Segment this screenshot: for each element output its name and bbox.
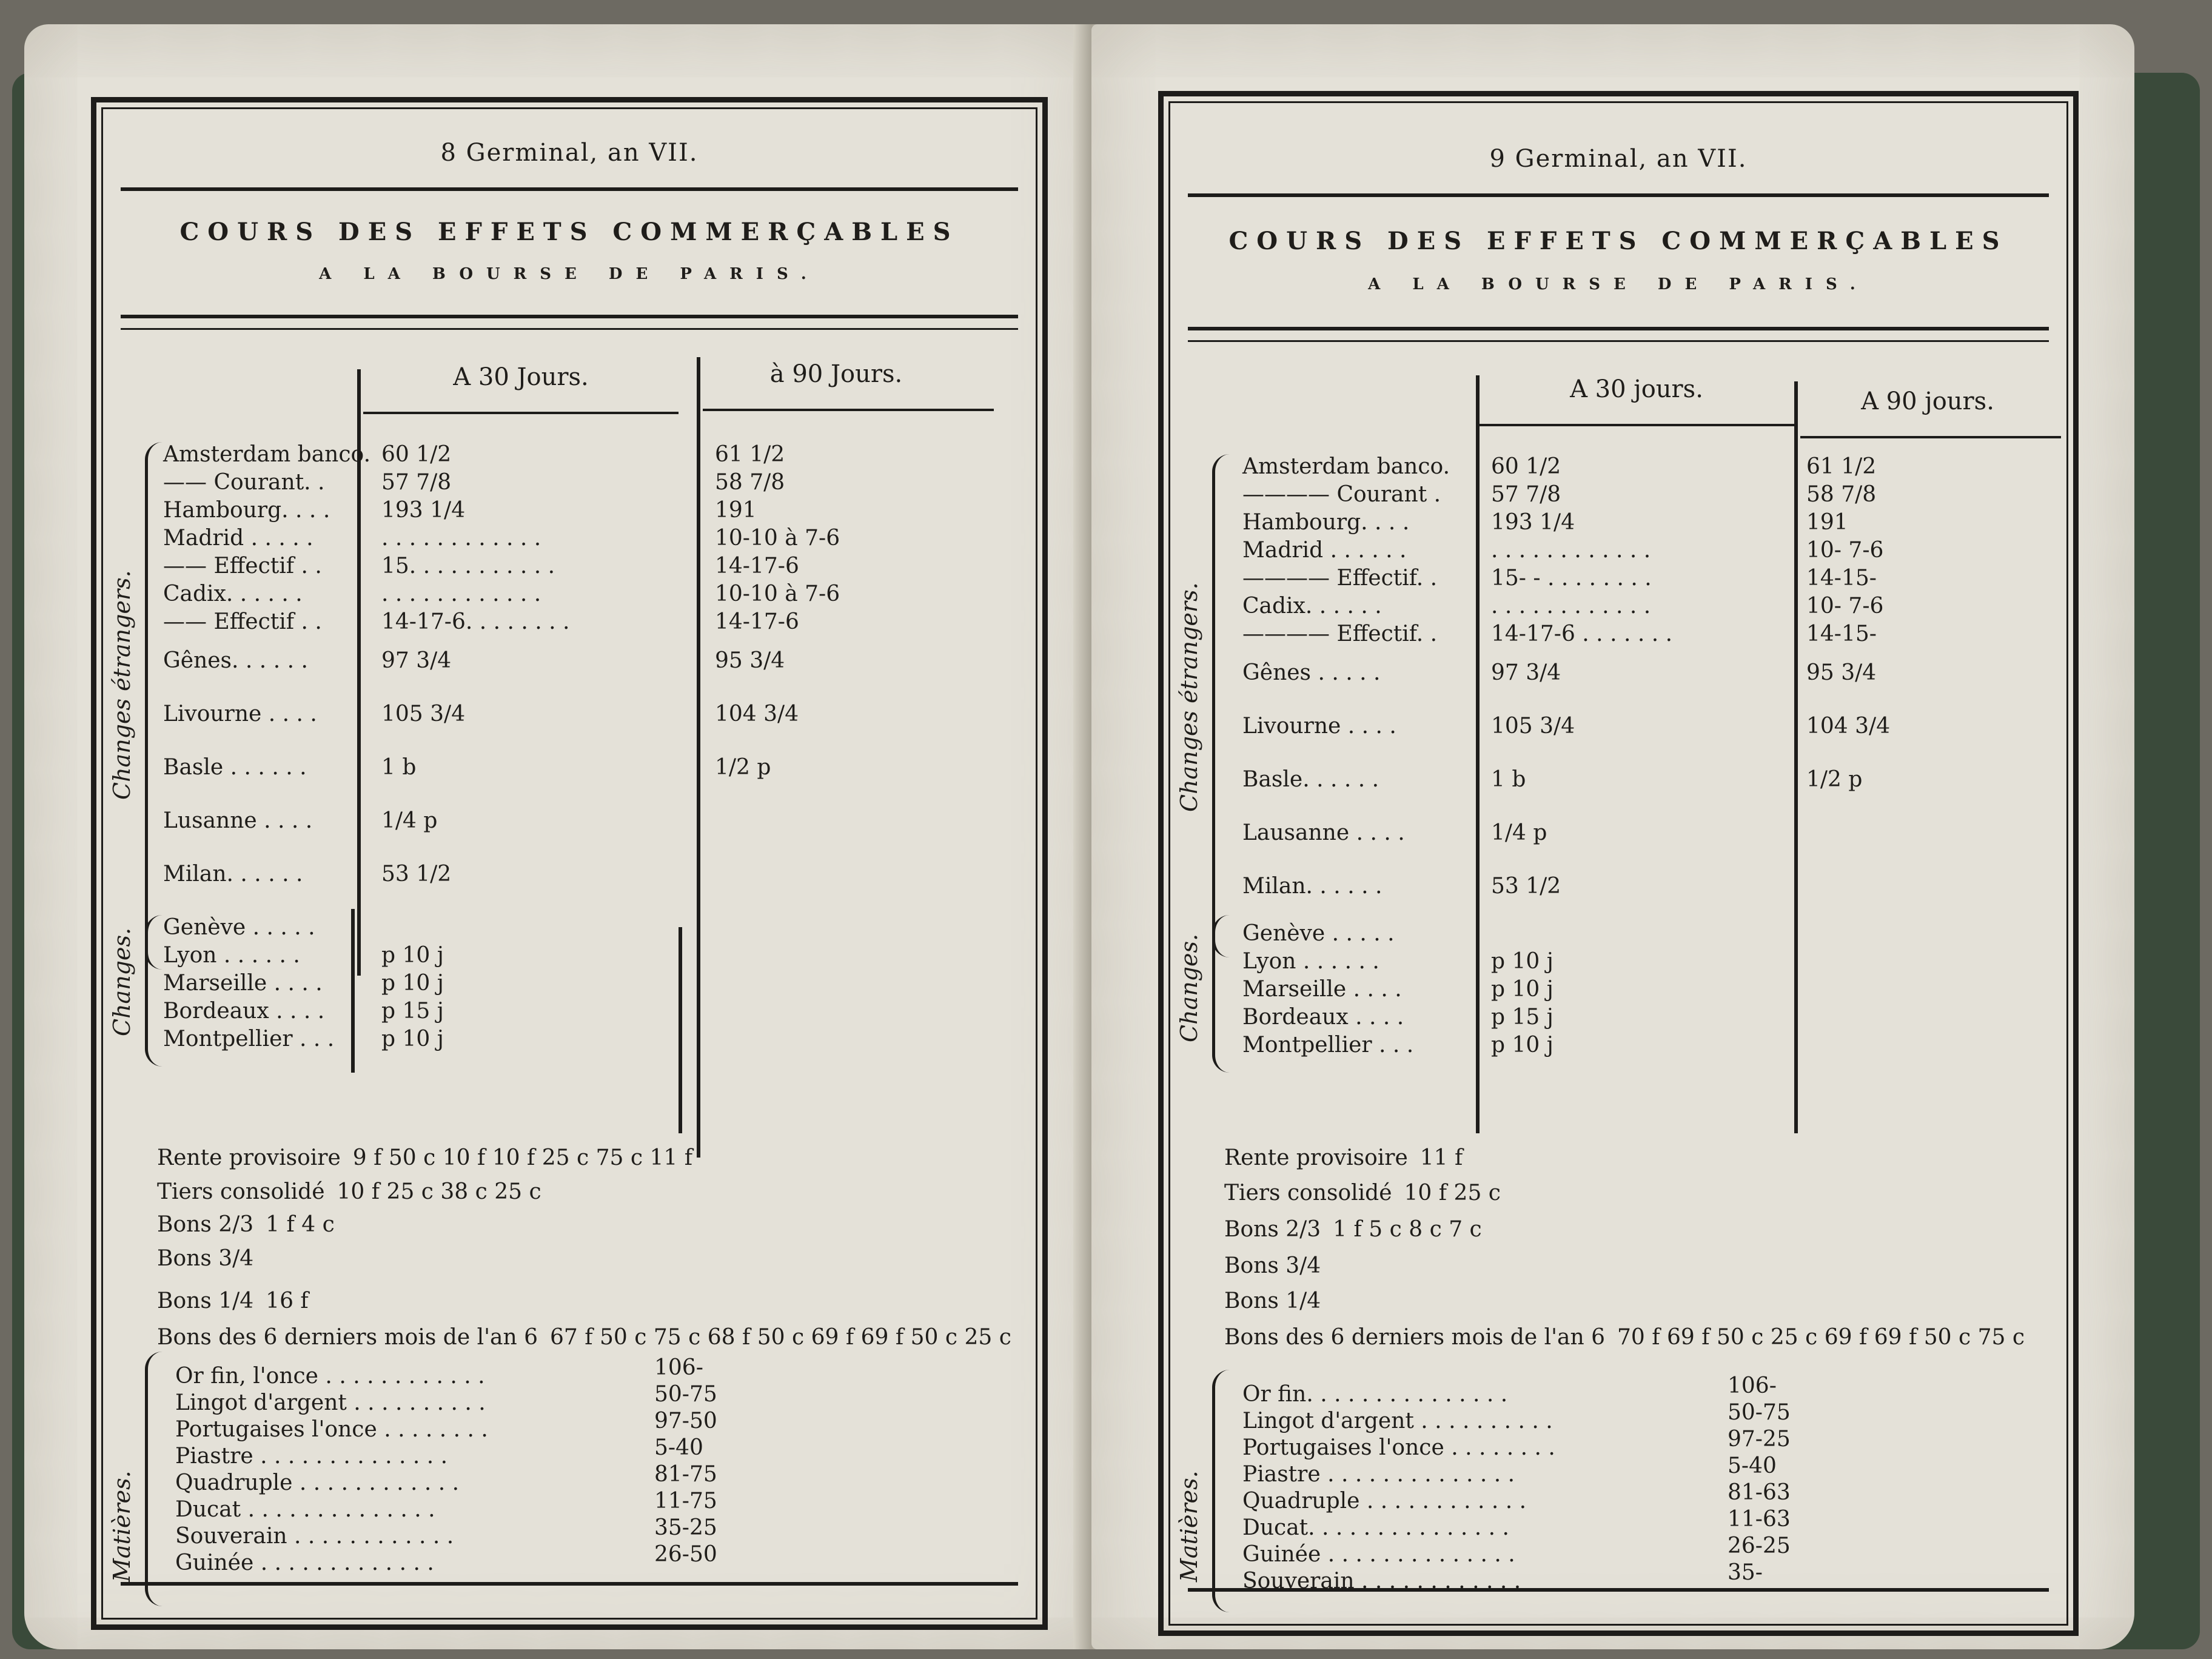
right-col2-rule xyxy=(1800,436,2061,438)
fund-row xyxy=(1224,1253,1333,1278)
fund-value: 1 f 4 c xyxy=(266,1212,335,1237)
matiere-label: Portugaises l'once . . . . . . . . xyxy=(1242,1435,1555,1460)
matiere-label: Guinée . . . . . . . . . . . . . . xyxy=(1242,1542,1515,1567)
matiere-value: 97-50 xyxy=(654,1409,717,1433)
left-header-rule xyxy=(121,187,1018,191)
value-30-days: 60 1/2 xyxy=(1491,454,1561,479)
row-label: Livourne . . . . xyxy=(1242,714,1396,739)
fund-row xyxy=(157,1289,309,1313)
fund-row xyxy=(1224,1325,2025,1350)
value-90-days: 1/2 p xyxy=(1806,767,1863,792)
table-row xyxy=(1164,482,2013,509)
matiere-value: 11-75 xyxy=(654,1489,717,1513)
matiere-label: Lingot d'argent . . . . . . . . . . xyxy=(1242,1409,1553,1433)
value-30-days: p 15 j xyxy=(1491,1005,1553,1030)
table-row xyxy=(96,442,945,469)
value-30-days: p 10 j xyxy=(381,943,444,968)
matiere-value: 50-75 xyxy=(654,1382,717,1407)
row-label: Livourne . . . . xyxy=(163,702,317,726)
right-title-line1: COURS DES EFFETS COMMERÇABLES xyxy=(1228,227,2008,255)
matiere-value: 5-40 xyxy=(1728,1453,1777,1478)
value-90-days: 61 1/2 xyxy=(1806,454,1877,479)
value-30-days: . . . . . . . . . . . . xyxy=(381,581,541,606)
row-label: Hambourg. . . . xyxy=(163,498,330,523)
fund-label: Rente provisoire xyxy=(157,1145,341,1170)
value-90-days: 61 1/2 xyxy=(715,442,785,467)
table-row xyxy=(96,943,703,970)
table-row xyxy=(96,554,945,580)
row-label: ———— Courant . xyxy=(1242,482,1441,507)
right-etrangers-label: Changes étrangers. xyxy=(1176,582,1202,812)
table-row xyxy=(96,755,945,782)
value-30-days: 15. . . . . . . . . . . xyxy=(381,554,555,578)
left-matieres-label: Matières. xyxy=(109,1470,135,1582)
row-label: Amsterdam banco. xyxy=(1242,454,1450,479)
left-title-rule-thin xyxy=(121,328,1018,330)
value-30-days: p 10 j xyxy=(381,971,444,996)
value-30-days: p 10 j xyxy=(1491,977,1553,1002)
right-page xyxy=(1091,24,2134,1649)
row-label: Bordeaux . . . . xyxy=(1242,1005,1404,1030)
fund-row xyxy=(1224,1289,1333,1313)
matiere-label: Guinée . . . . . . . . . . . . . xyxy=(175,1550,434,1575)
left-col1-head: A 30 Jours. xyxy=(453,363,589,391)
row-label: Cadix. . . . . . xyxy=(1242,594,1382,618)
value-30-days: 60 1/2 xyxy=(381,442,452,467)
fund-value: 10 f 25 c xyxy=(1404,1181,1501,1205)
value-30-days: 1/4 p xyxy=(1491,820,1547,845)
fund-row xyxy=(157,1145,692,1170)
row-label: Amsterdam banco. xyxy=(163,442,371,467)
matiere-value: 50-75 xyxy=(1728,1400,1791,1425)
value-90-days: 58 7/8 xyxy=(1806,482,1877,507)
right-matieres-label: Matières. xyxy=(1176,1470,1202,1582)
value-90-days: 14-15- xyxy=(1806,566,1877,591)
matiere-value: 106- xyxy=(1728,1373,1777,1398)
matiere-label: Or fin. . . . . . . . . . . . . . . xyxy=(1242,1382,1508,1407)
matiere-label: Piastre . . . . . . . . . . . . . . xyxy=(1242,1462,1515,1487)
table-row xyxy=(96,702,945,728)
value-90-days: 95 3/4 xyxy=(715,648,785,673)
table-row xyxy=(96,648,945,675)
fund-label: Bons 2/3 xyxy=(1224,1217,1321,1242)
row-label: Gênes. . . . . . xyxy=(163,648,308,673)
left-page-header: 8 Germinal, an VII. xyxy=(440,139,699,167)
matiere-value: 26-50 xyxy=(654,1542,717,1567)
left-page xyxy=(24,24,1091,1649)
value-90-days: 95 3/4 xyxy=(1806,660,1877,685)
value-90-days: 191 xyxy=(715,498,757,523)
fund-value: 1 f 5 c 8 c 7 c xyxy=(1333,1217,1482,1242)
value-90-days: 104 3/4 xyxy=(715,702,799,726)
row-label: —— Effectif . . xyxy=(163,554,322,578)
row-label: Cadix. . . . . . xyxy=(163,581,303,606)
table-row xyxy=(1164,874,2013,900)
row-label: Basle. . . . . . xyxy=(1242,767,1379,792)
matiere-label: Lingot d'argent . . . . . . . . . . xyxy=(175,1390,486,1415)
value-30-days: 1/4 p xyxy=(381,808,438,833)
value-30-days: p 10 j xyxy=(381,1027,444,1051)
table-row xyxy=(1164,454,2013,481)
value-30-days: 14-17-6 . . . . . . . xyxy=(1491,622,1673,646)
right-page-header: 9 Germinal, an VII. xyxy=(1489,145,1748,173)
right-page-frame xyxy=(1158,91,2079,1636)
value-30-days: 53 1/2 xyxy=(1491,874,1561,899)
left-title-rule xyxy=(121,315,1018,318)
table-row xyxy=(96,470,945,497)
matiere-label: Souverain . . . . . . . . . . . . xyxy=(1242,1569,1521,1594)
value-30-days: 1 b xyxy=(381,755,417,780)
fund-label: Rente provisoire xyxy=(1224,1145,1408,1170)
row-label: Lyon . . . . . . xyxy=(163,943,300,968)
value-30-days: 57 7/8 xyxy=(381,470,452,495)
table-row xyxy=(1164,949,1770,976)
left-bottom-rule xyxy=(121,1582,1018,1586)
value-90-days: 10-10 à 7-6 xyxy=(715,526,840,551)
matiere-value: 106- xyxy=(654,1355,703,1380)
value-30-days: p 15 j xyxy=(381,999,444,1024)
value-30-days: 97 3/4 xyxy=(1491,660,1561,685)
matiere-label: Or fin, l'once . . . . . . . . . . . . xyxy=(175,1364,485,1389)
table-row xyxy=(1164,594,2013,620)
right-title-line2: A LA BOURSE DE PARIS. xyxy=(1368,275,1869,293)
left-changes-label: Changes. xyxy=(109,927,135,1036)
row-label: Marseille . . . . xyxy=(1242,977,1402,1002)
left-col1-rule xyxy=(363,412,679,414)
matiere-value: 35-25 xyxy=(654,1515,717,1540)
matiere-label: Quadruple . . . . . . . . . . . . xyxy=(175,1470,460,1495)
table-row xyxy=(96,581,945,608)
table-row xyxy=(1164,1005,1770,1031)
right-col1-head: A 30 jours. xyxy=(1570,375,1703,403)
left-etrangers-label: Changes étrangers. xyxy=(109,570,135,800)
row-label: Genève . . . . . xyxy=(163,915,315,940)
matiere-label: Portugaises l'once . . . . . . . . xyxy=(175,1417,488,1442)
fund-row xyxy=(1224,1181,1501,1205)
table-row xyxy=(96,915,703,942)
row-label: Milan. . . . . . xyxy=(163,862,303,886)
row-label: Hambourg. . . . xyxy=(1242,510,1410,535)
value-90-days: 14-17-6 xyxy=(715,609,799,634)
table-row xyxy=(96,808,945,835)
left-title-line1: COURS DES EFFETS COMMERÇABLES xyxy=(179,218,959,246)
fund-row xyxy=(157,1179,541,1204)
matiere-value: 35- xyxy=(1728,1560,1763,1585)
value-90-days: 14-17-6 xyxy=(715,554,799,578)
value-30-days: 105 3/4 xyxy=(1491,714,1575,739)
right-col1-rule xyxy=(1479,424,1794,426)
table-row xyxy=(1164,622,2013,648)
matiere-label: Ducat . . . . . . . . . . . . . . xyxy=(175,1497,435,1522)
fund-value: 70 f 69 f 50 c 25 c 69 f 69 f 50 c 75 c xyxy=(1617,1325,2025,1350)
left-matieres-brace xyxy=(145,1352,163,1606)
row-label: Bordeaux . . . . xyxy=(163,999,325,1024)
matiere-value: 5-40 xyxy=(654,1435,703,1460)
fund-value: 10 f 25 c 38 c 25 c xyxy=(337,1179,541,1204)
left-title-line2: A LA BOURSE DE PARIS. xyxy=(319,265,820,283)
table-row xyxy=(1164,820,2013,847)
table-row xyxy=(96,526,945,552)
table-row xyxy=(1164,767,2013,794)
right-title-rule-thin xyxy=(1188,340,2049,342)
fund-label: Bons 1/4 xyxy=(157,1289,254,1313)
fund-row xyxy=(157,1212,335,1237)
matiere-value: 81-75 xyxy=(654,1462,717,1487)
value-90-days: 104 3/4 xyxy=(1806,714,1891,739)
value-90-days: 191 xyxy=(1806,510,1848,535)
table-row xyxy=(1164,977,1770,1004)
row-label: Lyon . . . . . . xyxy=(1242,949,1379,974)
right-changes-label: Changes. xyxy=(1176,933,1202,1042)
row-label: Montpellier . . . xyxy=(163,1027,335,1051)
fund-value: 9 f 50 c 10 f 10 f 25 c 75 c 11 f xyxy=(352,1145,693,1170)
table-row xyxy=(96,999,703,1025)
row-label: Lusanne . . . . xyxy=(163,808,313,833)
row-label: Genève . . . . . xyxy=(1242,921,1395,946)
fund-label: Bons 3/4 xyxy=(1224,1253,1321,1278)
value-30-days: 1 b xyxy=(1491,767,1526,792)
right-header-rule xyxy=(1188,193,2049,197)
row-label: Basle . . . . . . xyxy=(163,755,307,780)
right-title-rule xyxy=(1188,327,2049,330)
value-30-days: 53 1/2 xyxy=(381,862,452,886)
value-30-days: . . . . . . . . . . . . xyxy=(1491,538,1651,563)
fund-value: 11 f xyxy=(1419,1145,1463,1170)
left-col2-rule xyxy=(703,409,994,411)
value-30-days: 15- - . . . . . . . . xyxy=(1491,566,1652,591)
matiere-label: Piastre . . . . . . . . . . . . . . xyxy=(175,1444,448,1469)
fund-label: Tiers consolidé xyxy=(157,1179,325,1204)
row-label: Madrid . . . . . . xyxy=(1242,538,1407,563)
fund-label: Bons 1/4 xyxy=(1224,1289,1321,1313)
fund-label: Bons 2/3 xyxy=(157,1212,254,1237)
table-row xyxy=(96,862,945,888)
fund-value: 67 f 50 c 75 c 68 f 50 c 69 f 69 f 50 c 25 c xyxy=(549,1325,1011,1350)
table-row xyxy=(1164,921,1770,948)
table-row xyxy=(96,1027,703,1053)
fund-label: Bons des 6 derniers mois de l'an 6 xyxy=(157,1325,538,1350)
matiere-value: 26-25 xyxy=(1728,1533,1791,1558)
matiere-value: 11-63 xyxy=(1728,1507,1791,1532)
value-30-days: 193 1/4 xyxy=(1491,510,1575,535)
matiere-value: 97-25 xyxy=(1728,1427,1791,1452)
matiere-value: 81-63 xyxy=(1728,1480,1791,1505)
table-row xyxy=(1164,538,2013,565)
value-90-days: 14-15- xyxy=(1806,622,1877,646)
table-row xyxy=(96,971,703,997)
fund-row xyxy=(157,1325,1011,1350)
value-90-days: 10- 7-6 xyxy=(1806,594,1884,618)
fund-label: Bons 3/4 xyxy=(157,1246,254,1271)
fund-value: 16 f xyxy=(266,1289,309,1313)
value-30-days: 105 3/4 xyxy=(381,702,466,726)
value-30-days: . . . . . . . . . . . . xyxy=(1491,594,1651,618)
matiere-label: Quadruple . . . . . . . . . . . . xyxy=(1242,1489,1527,1513)
value-30-days: 14-17-6. . . . . . . . xyxy=(381,609,570,634)
value-30-days: p 10 j xyxy=(1491,1033,1553,1057)
right-bottom-rule xyxy=(1188,1588,2049,1592)
row-label: —— Courant. . xyxy=(163,470,325,495)
table-row xyxy=(1164,1033,1770,1059)
row-label: Lausanne . . . . xyxy=(1242,820,1405,845)
row-label: Marseille . . . . xyxy=(163,971,323,996)
matiere-label: Souverain . . . . . . . . . . . . xyxy=(175,1524,454,1549)
fund-row xyxy=(157,1246,266,1271)
value-30-days: . . . . . . . . . . . . xyxy=(381,526,541,551)
right-matieres-brace xyxy=(1212,1370,1230,1612)
fund-label: Tiers consolidé xyxy=(1224,1181,1392,1205)
matiere-label: Ducat. . . . . . . . . . . . . . . xyxy=(1242,1515,1509,1540)
table-row xyxy=(96,609,945,636)
value-30-days: 97 3/4 xyxy=(381,648,452,673)
row-label: ———— Effectif. . xyxy=(1242,566,1438,591)
row-label: Montpellier . . . xyxy=(1242,1033,1414,1057)
row-label: —— Effectif . . xyxy=(163,609,322,634)
value-30-days: 193 1/4 xyxy=(381,498,466,523)
row-label: ———— Effectif. . xyxy=(1242,622,1438,646)
value-90-days: 10-10 à 7-6 xyxy=(715,581,840,606)
row-label: Gênes . . . . . xyxy=(1242,660,1381,685)
value-30-days: p 10 j xyxy=(1491,949,1553,974)
table-row xyxy=(1164,510,2013,537)
fund-row xyxy=(1224,1145,1463,1170)
value-30-days: 57 7/8 xyxy=(1491,482,1561,507)
left-col2-head: à 90 Jours. xyxy=(769,360,903,388)
left-page-frame xyxy=(91,97,1048,1630)
row-label: Madrid . . . . . xyxy=(163,526,313,551)
value-90-days: 10- 7-6 xyxy=(1806,538,1884,563)
row-label: Milan. . . . . . xyxy=(1242,874,1382,899)
table-row xyxy=(1164,660,2013,687)
right-col2-head: A 90 jours. xyxy=(1861,387,1994,415)
fund-label: Bons des 6 derniers mois de l'an 6 xyxy=(1224,1325,1605,1350)
value-90-days: 1/2 p xyxy=(715,755,771,780)
table-row xyxy=(96,498,945,525)
value-90-days: 58 7/8 xyxy=(715,470,785,495)
table-row xyxy=(1164,714,2013,740)
table-row xyxy=(1164,566,2013,592)
fund-row xyxy=(1224,1217,1482,1242)
